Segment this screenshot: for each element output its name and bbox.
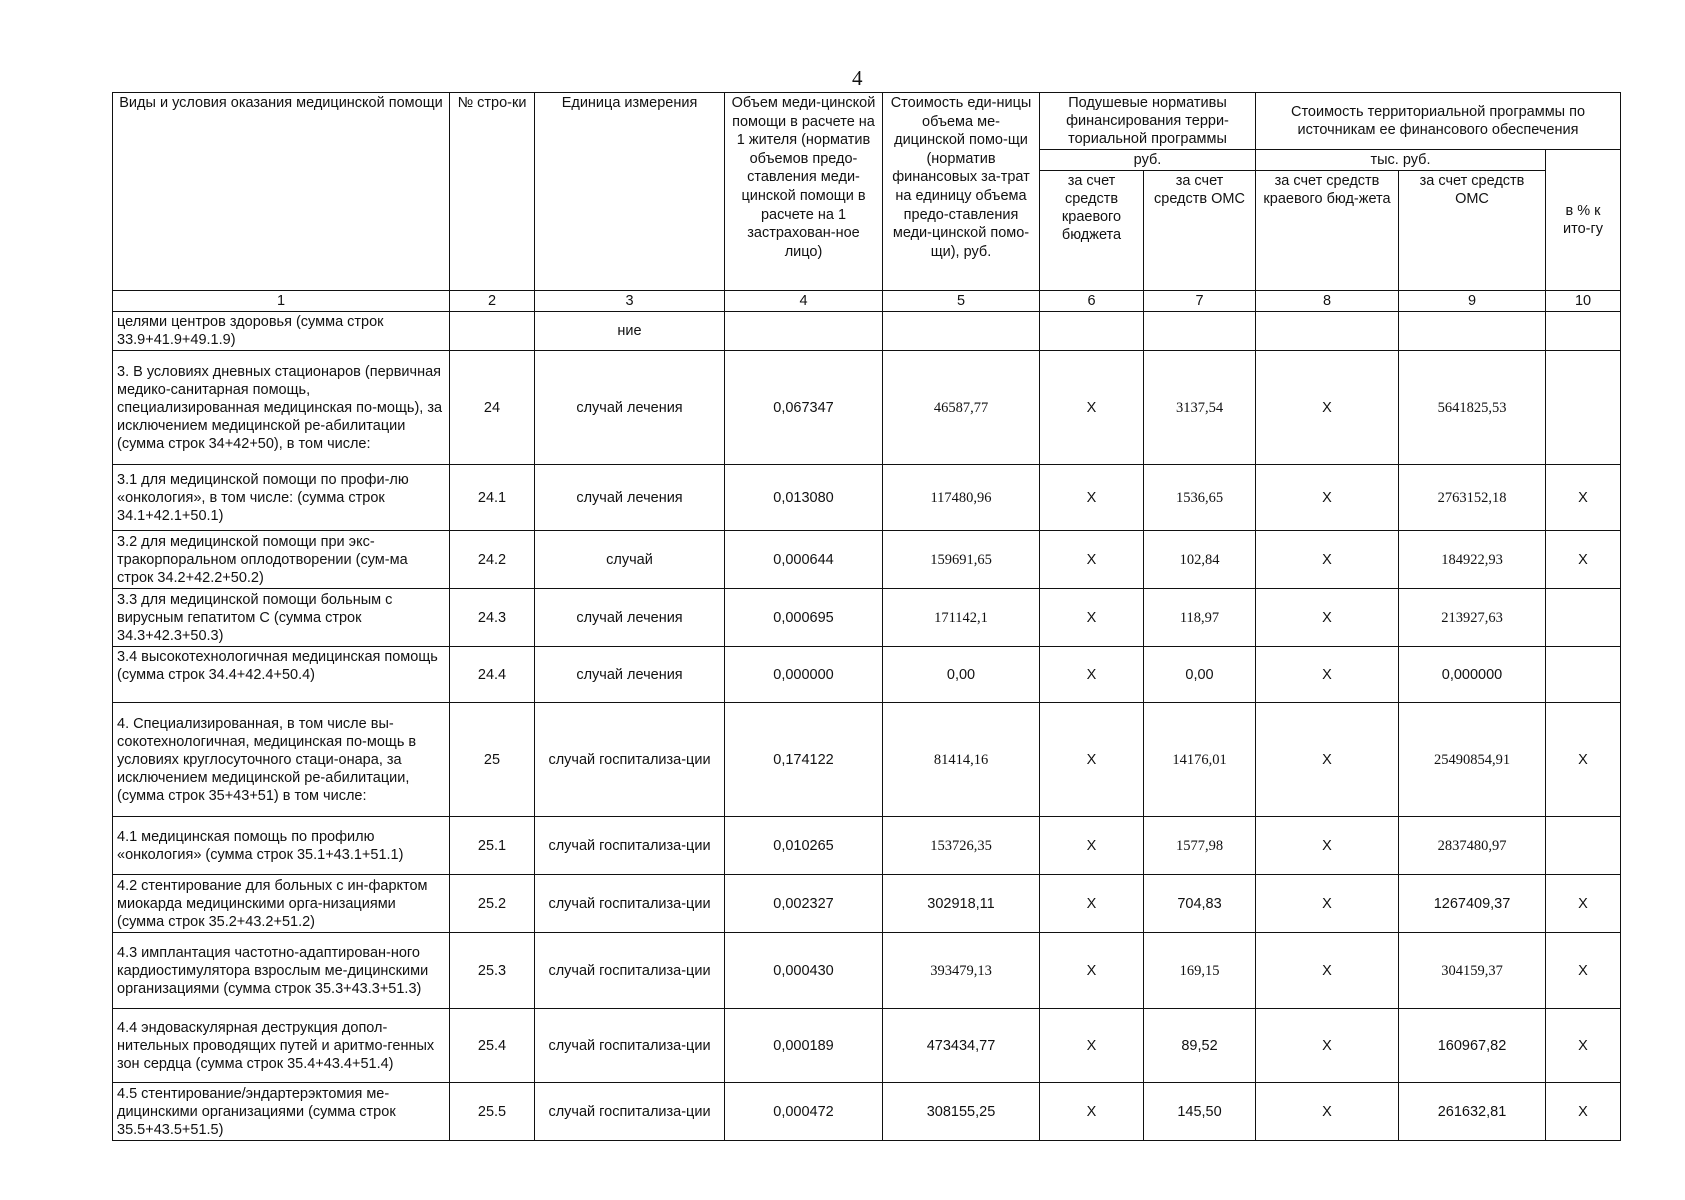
row-cost-budget: X bbox=[1256, 933, 1399, 1009]
row-pct bbox=[1546, 647, 1621, 703]
row-pct: X bbox=[1546, 1083, 1621, 1141]
row-cost-budget: X bbox=[1256, 703, 1399, 817]
row-cost-budget: X bbox=[1256, 1009, 1399, 1083]
header-cost-unit: тыс. руб. bbox=[1256, 150, 1546, 171]
row-pct: X bbox=[1546, 875, 1621, 933]
row-name: 3.1 для медицинской помощи по профи-лю «онкология», в том числе: (сумма строк 34.1+42.1+50.1) bbox=[113, 465, 450, 531]
row-cost-oms: 0,000000 bbox=[1399, 647, 1546, 703]
row-norm-budget bbox=[1040, 312, 1144, 351]
row-norm-budget: X bbox=[1040, 817, 1144, 875]
header-col7: за счет средств ОМС bbox=[1144, 171, 1256, 291]
row-name: 4. Специализированная, в том числе вы-сокотехнологичная, медицинская по-мощь в условиях круглосуточного стаци-онара, за исключением медицинской ре-абилитации, (сумма строк 35+43+51) в том числе: bbox=[113, 703, 450, 817]
header-group-norms: Подушевые нормативы финансирования терри-ториальной программы bbox=[1040, 93, 1256, 150]
table-row bbox=[113, 647, 1621, 703]
column-number: 1 bbox=[113, 291, 450, 312]
row-unit-cost bbox=[883, 312, 1040, 351]
row-norm-oms: 89,52 bbox=[1144, 1009, 1256, 1083]
row-cost-oms: 261632,81 bbox=[1399, 1083, 1546, 1141]
row-line: 24.2 bbox=[450, 531, 535, 589]
column-number: 10 bbox=[1546, 291, 1621, 312]
table-row bbox=[113, 589, 1621, 647]
row-unit: случай госпитализа-ции bbox=[535, 933, 725, 1009]
row-volume: 0,000430 bbox=[725, 933, 883, 1009]
row-pct bbox=[1546, 589, 1621, 647]
row-unit-cost: 171142,1 bbox=[883, 589, 1040, 647]
row-unit-cost: 117480,96 bbox=[883, 465, 1040, 531]
row-norm-budget: X bbox=[1040, 933, 1144, 1009]
row-unit-cost: 308155,25 bbox=[883, 1083, 1040, 1141]
row-pct: X bbox=[1546, 703, 1621, 817]
row-cost-oms: 184922,93 bbox=[1399, 531, 1546, 589]
row-norm-oms: 102,84 bbox=[1144, 531, 1256, 589]
row-cost-budget: X bbox=[1256, 817, 1399, 875]
row-name: 3. В условиях дневных стационаров (первичная медико-санитарная помощь, специализированная медицинская по-мощь), за исключением медицинской ре-абилитации (сумма строк 34+42+50), в том числе: bbox=[113, 351, 450, 465]
row-unit-cost: 393479,13 bbox=[883, 933, 1040, 1009]
row-volume: 0,010265 bbox=[725, 817, 883, 875]
row-pct: X bbox=[1546, 465, 1621, 531]
row-volume: 0,000644 bbox=[725, 531, 883, 589]
row-cost-oms: 1267409,37 bbox=[1399, 875, 1546, 933]
row-norm-oms: 169,15 bbox=[1144, 933, 1256, 1009]
row-cost-budget: X bbox=[1256, 875, 1399, 933]
row-unit: случай госпитализа-ции bbox=[535, 1009, 725, 1083]
row-norm-budget: X bbox=[1040, 589, 1144, 647]
row-line: 24.4 bbox=[450, 647, 535, 703]
row-norm-budget: X bbox=[1040, 351, 1144, 465]
row-unit: случай лечения bbox=[535, 351, 725, 465]
row-unit-cost: 46587,77 bbox=[883, 351, 1040, 465]
row-norm-budget: X bbox=[1040, 1009, 1144, 1083]
row-cost-budget: X bbox=[1256, 531, 1399, 589]
header-norms-unit: руб. bbox=[1040, 150, 1256, 171]
row-line: 25.1 bbox=[450, 817, 535, 875]
row-volume: 0,174122 bbox=[725, 703, 883, 817]
column-number: 5 bbox=[883, 291, 1040, 312]
row-unit: случай госпитализа-ции bbox=[535, 1083, 725, 1141]
row-unit: случай госпитализа-ции bbox=[535, 703, 725, 817]
row-name: 4.3 имплантация частотно-адаптирован-ного кардиостимулятора взрослым ме-дицинскими организациями (сумма строк 35.3+43.3+51.3) bbox=[113, 933, 450, 1009]
row-line: 24 bbox=[450, 351, 535, 465]
table-row bbox=[113, 875, 1621, 933]
row-unit: случай лечения bbox=[535, 465, 725, 531]
row-pct: X bbox=[1546, 933, 1621, 1009]
row-volume: 0,000000 bbox=[725, 647, 883, 703]
row-name: 3.4 высокотехнологичная медицинская помощь (сумма строк 34.4+42.4+50.4) bbox=[113, 647, 450, 703]
row-unit-cost: 81414,16 bbox=[883, 703, 1040, 817]
row-name: 4.5 стентирование/эндартерэктомия ме-дицинскими организациями (сумма строк 35.5+43.5+51.5) bbox=[113, 1083, 450, 1141]
row-unit-cost: 159691,65 bbox=[883, 531, 1040, 589]
row-cost-oms: 304159,37 bbox=[1399, 933, 1546, 1009]
row-unit-cost: 473434,77 bbox=[883, 1009, 1040, 1083]
row-name: целями центров здоровья (сумма строк 33.9+41.9+49.1.9) bbox=[113, 312, 450, 351]
table-row bbox=[113, 703, 1621, 817]
program-cost-table bbox=[112, 92, 1621, 1141]
row-pct bbox=[1546, 351, 1621, 465]
row-cost-budget bbox=[1256, 312, 1399, 351]
table-row bbox=[113, 351, 1621, 465]
row-name: 4.1 медицинская помощь по профилю «онкология» (сумма строк 35.1+43.1+51.1) bbox=[113, 817, 450, 875]
row-cost-oms: 25490854,91 bbox=[1399, 703, 1546, 817]
row-line: 25.3 bbox=[450, 933, 535, 1009]
row-unit: случай госпитализа-ции bbox=[535, 875, 725, 933]
table-row bbox=[113, 817, 1621, 875]
row-name: 3.2 для медицинской помощи при экс-тракорпоральном оплодотворении (сум-ма строк 34.2+42.2+50.2) bbox=[113, 531, 450, 589]
row-volume: 0,067347 bbox=[725, 351, 883, 465]
column-number: 2 bbox=[450, 291, 535, 312]
row-norm-budget: X bbox=[1040, 703, 1144, 817]
row-norm-oms: 145,50 bbox=[1144, 1083, 1256, 1141]
header-col5: Стоимость еди-ницы объема ме-дицинской помо-щи (норматив финансовых за-трат на единицу объема предо-ставления меди-цинской помо-щи), руб. bbox=[883, 93, 1040, 291]
row-cost-budget: X bbox=[1256, 465, 1399, 531]
row-norm-budget: X bbox=[1040, 647, 1144, 703]
table-row bbox=[113, 933, 1621, 1009]
header-col10: в % к ито-гу bbox=[1546, 150, 1621, 291]
header-col9: за счет средств ОМС bbox=[1399, 171, 1546, 291]
column-number: 3 bbox=[535, 291, 725, 312]
row-pct: X bbox=[1546, 1009, 1621, 1083]
row-line bbox=[450, 312, 535, 351]
header-col2: № стро-ки bbox=[450, 93, 535, 291]
row-unit-cost: 302918,11 bbox=[883, 875, 1040, 933]
column-number-row bbox=[113, 291, 1621, 312]
page-number: 4 bbox=[852, 66, 863, 90]
row-unit: случай лечения bbox=[535, 647, 725, 703]
row-norm-oms: 1536,65 bbox=[1144, 465, 1256, 531]
row-name: 4.4 эндоваскулярная деструкция допол-нительных проводящих путей и аритмо-генных зон сердца (сумма строк 35.4+43.4+51.4) bbox=[113, 1009, 450, 1083]
row-line: 24.3 bbox=[450, 589, 535, 647]
row-norm-oms: 14176,01 bbox=[1144, 703, 1256, 817]
row-unit: ние bbox=[535, 312, 725, 351]
row-cost-budget: X bbox=[1256, 647, 1399, 703]
row-norm-oms bbox=[1144, 312, 1256, 351]
row-unit: случай госпитализа-ции bbox=[535, 817, 725, 875]
row-volume: 0,002327 bbox=[725, 875, 883, 933]
column-number: 4 bbox=[725, 291, 883, 312]
header-group-cost: Стоимость территориальной программы по источникам ее финансового обеспечения bbox=[1256, 93, 1621, 150]
row-norm-oms: 704,83 bbox=[1144, 875, 1256, 933]
row-norm-oms: 0,00 bbox=[1144, 647, 1256, 703]
row-cost-oms: 2763152,18 bbox=[1399, 465, 1546, 531]
row-volume: 0,000189 bbox=[725, 1009, 883, 1083]
row-volume: 0,000472 bbox=[725, 1083, 883, 1141]
row-norm-budget: X bbox=[1040, 465, 1144, 531]
row-norm-oms: 3137,54 bbox=[1144, 351, 1256, 465]
row-cost-oms: 5641825,53 bbox=[1399, 351, 1546, 465]
row-cost-budget: X bbox=[1256, 1083, 1399, 1141]
header-col1: Виды и условия оказания медицинской помощи bbox=[113, 93, 450, 291]
column-number: 7 bbox=[1144, 291, 1256, 312]
header-col3: Единица измерения bbox=[535, 93, 725, 291]
row-norm-oms: 1577,98 bbox=[1144, 817, 1256, 875]
header-col8: за счет средств краевого бюд-жета bbox=[1256, 171, 1399, 291]
row-volume bbox=[725, 312, 883, 351]
row-unit: случай лечения bbox=[535, 589, 725, 647]
row-volume: 0,013080 bbox=[725, 465, 883, 531]
row-cost-oms: 2837480,97 bbox=[1399, 817, 1546, 875]
row-unit: случай bbox=[535, 531, 725, 589]
table-row bbox=[113, 1009, 1621, 1083]
row-norm-oms: 118,97 bbox=[1144, 589, 1256, 647]
row-pct bbox=[1546, 312, 1621, 351]
table-row bbox=[113, 465, 1621, 531]
table-row bbox=[113, 312, 1621, 351]
row-norm-budget: X bbox=[1040, 1083, 1144, 1141]
table-row bbox=[113, 1083, 1621, 1141]
row-pct bbox=[1546, 817, 1621, 875]
row-pct: X bbox=[1546, 531, 1621, 589]
row-unit-cost: 0,00 bbox=[883, 647, 1040, 703]
row-cost-oms bbox=[1399, 312, 1546, 351]
row-cost-budget: X bbox=[1256, 351, 1399, 465]
row-unit-cost: 153726,35 bbox=[883, 817, 1040, 875]
row-line: 24.1 bbox=[450, 465, 535, 531]
row-name: 3.3 для медицинской помощи больным с вирусным гепатитом С (сумма строк 34.3+42.3+50.3) bbox=[113, 589, 450, 647]
row-line: 25 bbox=[450, 703, 535, 817]
column-number: 8 bbox=[1256, 291, 1399, 312]
row-cost-oms: 213927,63 bbox=[1399, 589, 1546, 647]
row-norm-budget: X bbox=[1040, 875, 1144, 933]
table-row bbox=[113, 531, 1621, 589]
header-col6: за счет средств краевого бюджета bbox=[1040, 171, 1144, 291]
column-number: 6 bbox=[1040, 291, 1144, 312]
row-line: 25.4 bbox=[450, 1009, 535, 1083]
row-cost-oms: 160967,82 bbox=[1399, 1009, 1546, 1083]
row-line: 25.2 bbox=[450, 875, 535, 933]
header-col4: Объем меди-цинской помощи в расчете на 1 жителя (норматив объемов предо-ставления меди-цинской помощи в расчете на 1 застрахован-ное лицо) bbox=[725, 93, 883, 291]
row-norm-budget: X bbox=[1040, 531, 1144, 589]
row-volume: 0,000695 bbox=[725, 589, 883, 647]
row-name: 4.2 стентирование для больных с ин-фарктом миокарда медицинскими орга-низациями (сумма строк 35.2+43.2+51.2) bbox=[113, 875, 450, 933]
row-cost-budget: X bbox=[1256, 589, 1399, 647]
row-line: 25.5 bbox=[450, 1083, 535, 1141]
column-number: 9 bbox=[1399, 291, 1546, 312]
